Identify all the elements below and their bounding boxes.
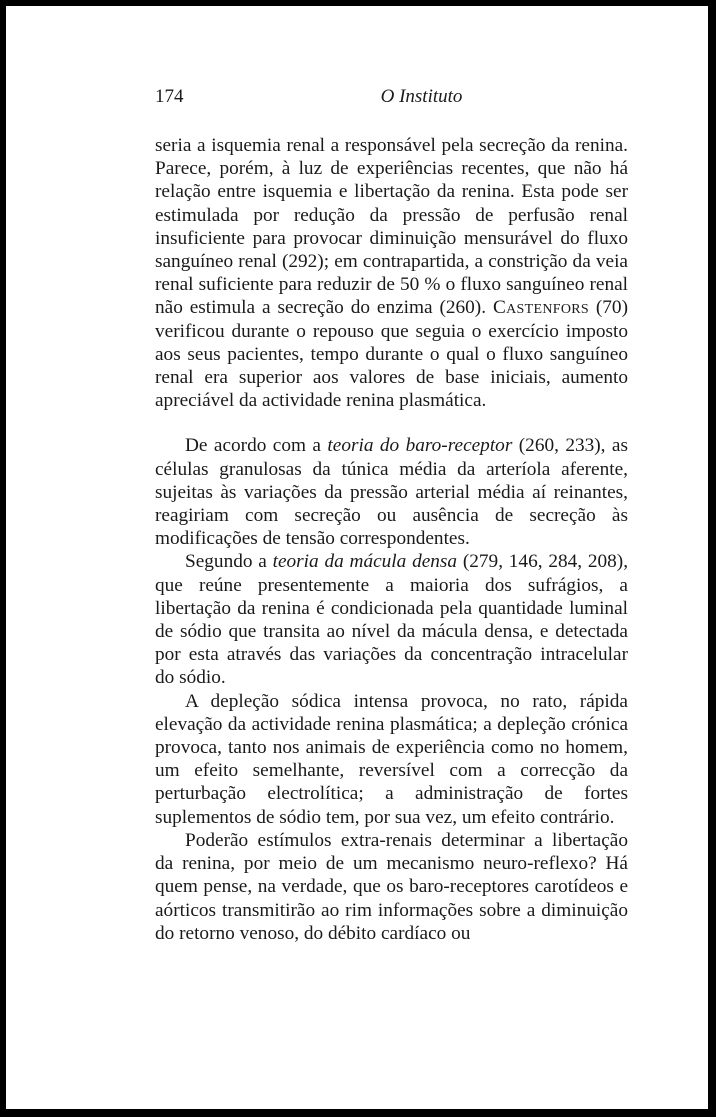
- text-run: (260, 233), as células granulosas da túnica média da arteríola aferente, sujeitas às variações da pressão arterial média aí reinantes, reagiriam com secreção ou ausência de secreção às modificações de tensão correspondentes.: [155, 435, 628, 550]
- paragraph-teoria-macula-densa: [155, 550, 628, 689]
- book-page: [6, 6, 708, 1109]
- text-run: (70) verificou durante o repouso que seguia o exercício imposto aos seus pacientes, tempo durante o qual o fluxo sanguíneo renal era superior aos valores de base iniciais, aumento apreciável da actividade renina plasmática.: [155, 297, 628, 412]
- author-name-castenfors: Castenfors: [492, 297, 589, 319]
- text-run: De acordo com a: [185, 435, 328, 457]
- running-title: O Instituto: [380, 86, 463, 107]
- running-head: [155, 86, 628, 116]
- text-run: (279, 146, 284, 208), que reúne presentemente a maioria dos sufrágios, a libertação da renina é condicionada pela quantidade luminal de sódio que transita ao nível da mácula densa, e detectada por esta através das variações da concentração intracelular do sódio.: [155, 551, 629, 689]
- body-text: [155, 134, 628, 945]
- text-run: A depleção sódica intensa provoca, no rato, rápida elevação da actividade renina plasmática; a depleção crónica provoca, tanto nos animais de experiência como no homem, um efeito semelhante, reversível com a correcção da perturbação electrolítica; a administração de fortes suplementos de sódio tem, por sua vez, um efeito contrário.: [155, 690, 628, 828]
- paragraph-gap: [155, 412, 628, 434]
- text-run: seria a isquemia renal a responsável pela secreção da renina. Parece, porém, à luz de experiências recentes, que não há relação entre isquemia e libertação da renina. Esta pode ser estimulada por redução da pressão de perfusão renal insuficiente para provocar diminuição mensurável do fluxo sanguíneo renal (292); em contrapartida, a constrição da veia renal suficiente para reduzir de 50 % o fluxo sanguíneo renal não estimula a secreção do enzima (260).: [155, 135, 628, 319]
- text-run: Segundo a: [185, 551, 273, 573]
- paragraph-isquemia-renal: [155, 134, 628, 412]
- theory-name-baro-receptor: teoria do baro-receptor: [327, 435, 513, 457]
- paragraph-teoria-baro-receptor: [155, 434, 628, 550]
- theory-name-macula-densa: teoria da mácula densa: [272, 551, 458, 573]
- page-number: 174: [155, 86, 184, 107]
- paragraph-estimulos-extra-renais: [155, 829, 628, 945]
- text-run: Poderão estímulos extra-renais determinar a libertação da renina, por meio de um mecanismo neuro-reflexo? Há quem pense, na verdade, que os baro-receptores carotídeos e aórticos transmitirão ao rim informações sobre a diminuição do retorno venoso, do débito cardíaco ou: [155, 829, 628, 944]
- paragraph-deplecao-sodica: [155, 690, 628, 829]
